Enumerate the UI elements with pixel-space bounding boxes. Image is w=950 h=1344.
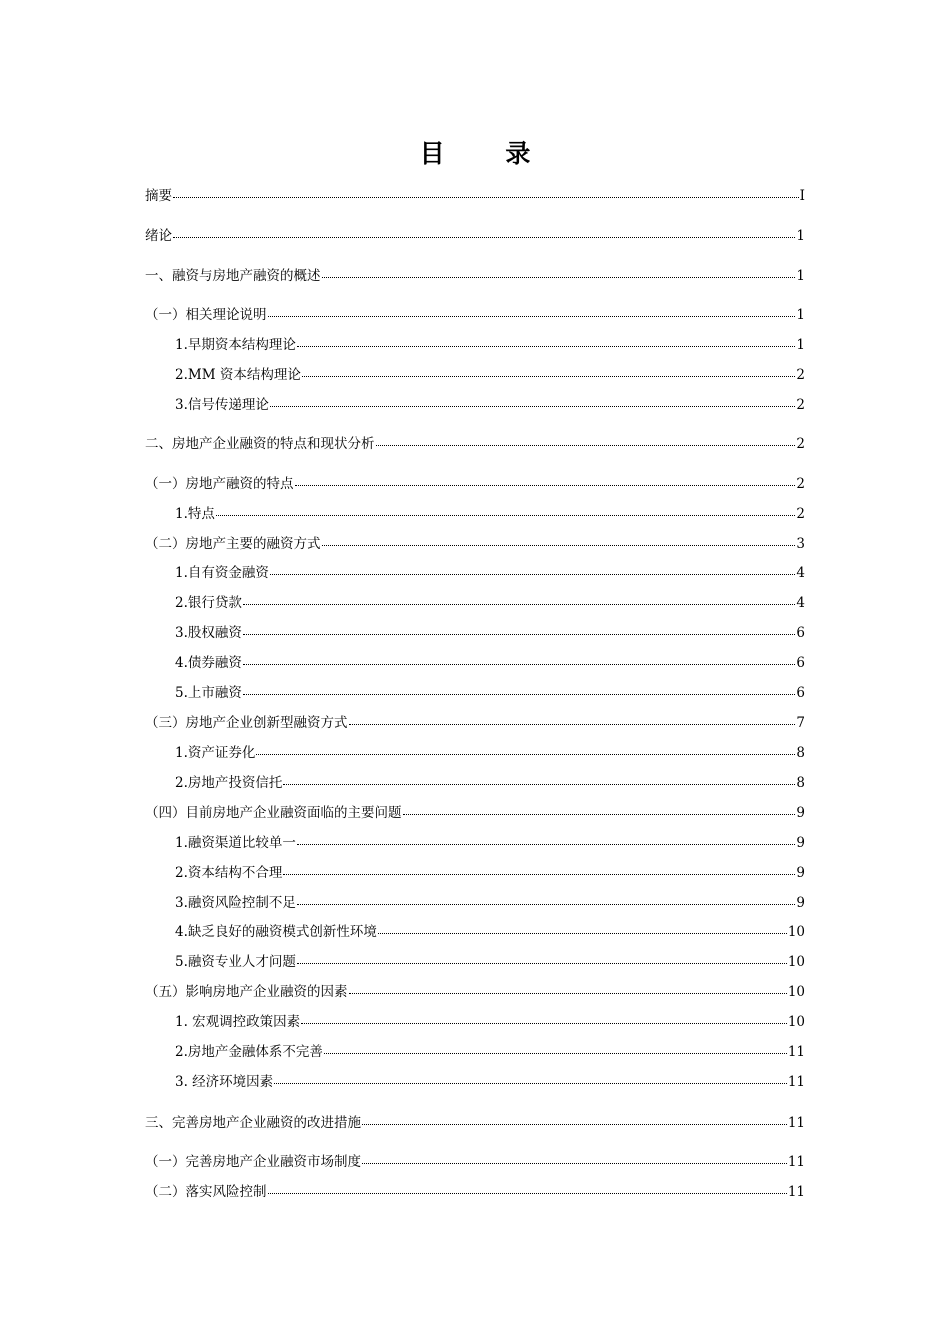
toc-entry-page-number: 4 <box>796 595 805 611</box>
toc-dot-leader <box>243 634 796 635</box>
toc-entry-label: 一、融资与房地产融资的概述 <box>145 268 321 284</box>
toc-entry-page-number: 10 <box>787 1014 805 1030</box>
toc-entry[interactable] <box>175 1013 805 1031</box>
toc-dot-leader <box>376 445 796 446</box>
toc-dot-leader <box>378 933 787 934</box>
toc-entry[interactable] <box>145 267 805 285</box>
toc-entry-page-number: 6 <box>796 625 805 641</box>
toc-entry-label: （一）房地产融资的特点 <box>145 476 294 492</box>
toc-entry-label: 3.股权融资 <box>175 625 242 641</box>
toc-entry-page-number: 2 <box>796 436 805 452</box>
toc-entry[interactable] <box>145 475 805 493</box>
toc-entry-page-number: 6 <box>796 655 805 671</box>
toc-dot-leader <box>243 694 796 695</box>
toc-entry[interactable] <box>175 336 805 354</box>
toc-entry[interactable] <box>175 744 805 762</box>
toc-entry-label: 3.融资风险控制不足 <box>175 895 296 911</box>
toc-entry[interactable] <box>145 983 805 1001</box>
toc-entry[interactable] <box>175 654 805 672</box>
toc-entry-label: （二）落实风险控制 <box>145 1184 267 1200</box>
toc-entry-label: 3.信号传递理论 <box>175 397 269 413</box>
toc-entry-label: 三、完善房地产企业融资的改进措施 <box>145 1115 361 1131</box>
toc-entry-page-number: 2 <box>796 367 805 383</box>
toc-entry-page-number: 10 <box>787 984 805 1000</box>
toc-entry-label: 5.融资专业人才问题 <box>175 954 296 970</box>
toc-entry-label: 1. 宏观调控政策因素 <box>175 1014 301 1030</box>
toc-dot-leader <box>301 1023 787 1024</box>
toc-entry-label: 二、房地产企业融资的特点和现状分析 <box>145 436 375 452</box>
toc-dot-leader <box>297 346 796 347</box>
toc-entry-page-number: 11 <box>787 1044 805 1060</box>
toc-entry[interactable] <box>175 923 805 941</box>
toc-dot-leader <box>297 904 796 905</box>
toc-entry-page-number: 11 <box>787 1154 805 1170</box>
toc-entry[interactable] <box>175 396 805 414</box>
toc-dot-leader <box>362 1124 787 1125</box>
toc-entry-page-number: 2 <box>796 506 805 522</box>
toc-entry[interactable] <box>175 594 805 612</box>
toc-entry[interactable] <box>145 306 805 324</box>
toc-entry-label: 1.资产证券化 <box>175 745 256 761</box>
toc-entry-page-number: 10 <box>787 954 805 970</box>
toc-dot-leader <box>173 237 795 238</box>
toc-entry[interactable] <box>175 864 805 882</box>
toc-dot-leader <box>322 545 796 546</box>
toc-dot-leader <box>295 485 796 486</box>
toc-entry-label: 2.房地产金融体系不完善 <box>175 1044 323 1060</box>
toc-entry-page-number: I <box>799 188 805 204</box>
toc-entry-label: 2.银行贷款 <box>175 595 242 611</box>
toc-entry-label: 5.上市融资 <box>175 685 242 701</box>
toc-entry[interactable] <box>175 624 805 642</box>
toc-dot-leader <box>322 277 796 278</box>
toc-dot-leader <box>324 1053 787 1054</box>
toc-entry-label: 1.特点 <box>175 506 215 522</box>
toc-entry[interactable] <box>175 505 805 523</box>
toc-entry[interactable] <box>175 366 805 384</box>
toc-entry-page-number: 2 <box>796 476 805 492</box>
toc-entry-label: 摘要 <box>145 188 172 204</box>
toc-dot-leader <box>270 574 796 575</box>
toc-entry-page-number: 8 <box>796 775 805 791</box>
toc-dot-leader <box>216 515 796 516</box>
toc-entry-label: 4.债券融资 <box>175 655 242 671</box>
toc-entry-page-number: 1 <box>796 268 805 284</box>
toc-entry-page-number: 11 <box>787 1184 805 1200</box>
toc-dot-leader <box>268 1193 787 1194</box>
toc-dot-leader <box>283 874 795 875</box>
toc-dot-leader <box>349 993 787 994</box>
toc-entry-page-number: 9 <box>796 805 805 821</box>
toc-entry-page-number: 9 <box>796 865 805 881</box>
toc-dot-leader <box>268 316 796 317</box>
toc-entry-label: 2.资本结构不合理 <box>175 865 283 881</box>
toc-dot-leader <box>302 376 796 377</box>
toc-dot-leader <box>283 784 795 785</box>
toc-entry[interactable] <box>145 227 805 245</box>
toc-dot-leader <box>173 197 799 198</box>
toc-entry-label: （三）房地产企业创新型融资方式 <box>145 715 348 731</box>
toc-dot-leader <box>274 1083 787 1084</box>
toc-entry-label: 1.融资渠道比较单一 <box>175 835 296 851</box>
toc-entry[interactable] <box>145 1153 805 1171</box>
toc-entry-label: 1.自有资金融资 <box>175 565 269 581</box>
toc-entry-page-number: 11 <box>787 1115 805 1131</box>
toc-entry-page-number: 1 <box>796 307 805 323</box>
toc-entry-label: （一）相关理论说明 <box>145 307 267 323</box>
toc-entry-page-number: 9 <box>796 895 805 911</box>
toc-entry-label: （一）完善房地产企业融资市场制度 <box>145 1154 361 1170</box>
toc-entry-label: 绪论 <box>145 228 172 244</box>
toc-dot-leader <box>362 1163 787 1164</box>
toc-entry-page-number: 8 <box>796 745 805 761</box>
toc-entry-page-number: 4 <box>796 565 805 581</box>
toc-entry-label: （二）房地产主要的融资方式 <box>145 536 321 552</box>
toc-entry[interactable] <box>175 684 805 702</box>
toc-entry[interactable] <box>175 1073 805 1091</box>
toc-entry[interactable] <box>145 714 805 732</box>
toc-entry-label: 4.缺乏良好的融资模式创新性环境 <box>175 924 377 940</box>
toc-entry-label: 1.早期资本结构理论 <box>175 337 296 353</box>
toc-title: 目 录 <box>419 139 557 168</box>
toc-entry[interactable] <box>145 187 805 205</box>
toc-dot-leader <box>403 814 796 815</box>
toc-entry-page-number: 3 <box>796 536 805 552</box>
toc-entry-label: 2.房地产投资信托 <box>175 775 283 791</box>
toc-entry[interactable] <box>145 804 805 822</box>
toc-entry-label: 3. 经济环境因素 <box>175 1074 274 1090</box>
toc-entry[interactable] <box>145 535 805 553</box>
toc-dot-leader <box>349 724 796 725</box>
toc-entry[interactable] <box>175 774 805 792</box>
toc-entry[interactable] <box>145 1183 805 1201</box>
toc-entry[interactable] <box>175 1043 805 1061</box>
toc-entry-page-number: 1 <box>796 337 805 353</box>
toc-entry-label: （四）目前房地产企业融资面临的主要问题 <box>145 805 402 821</box>
toc-dot-leader <box>297 844 796 845</box>
toc-entry-page-number: 9 <box>796 835 805 851</box>
toc-entry-label: （五）影响房地产企业融资的因素 <box>145 984 348 1000</box>
toc-dot-leader <box>243 664 796 665</box>
toc-entry-page-number: 1 <box>796 228 805 244</box>
toc-entry-page-number: 11 <box>787 1074 805 1090</box>
toc-dot-leader <box>270 406 796 407</box>
toc-entry[interactable] <box>175 834 805 852</box>
toc-entry[interactable] <box>175 564 805 582</box>
toc-dot-leader <box>256 754 795 755</box>
toc-entry[interactable] <box>145 1114 805 1132</box>
toc-entry-page-number: 2 <box>796 397 805 413</box>
toc-dot-leader <box>297 963 787 964</box>
toc-entry[interactable] <box>175 894 805 912</box>
toc-entry-page-number: 6 <box>796 685 805 701</box>
toc-dot-leader <box>243 604 796 605</box>
toc-entry[interactable] <box>175 953 805 971</box>
toc-entry-page-number: 7 <box>796 715 805 731</box>
toc-entry-page-number: 10 <box>787 924 805 940</box>
toc-entry-label: 2.MM 资本结构理论 <box>175 367 301 383</box>
toc-entry[interactable] <box>145 435 805 453</box>
